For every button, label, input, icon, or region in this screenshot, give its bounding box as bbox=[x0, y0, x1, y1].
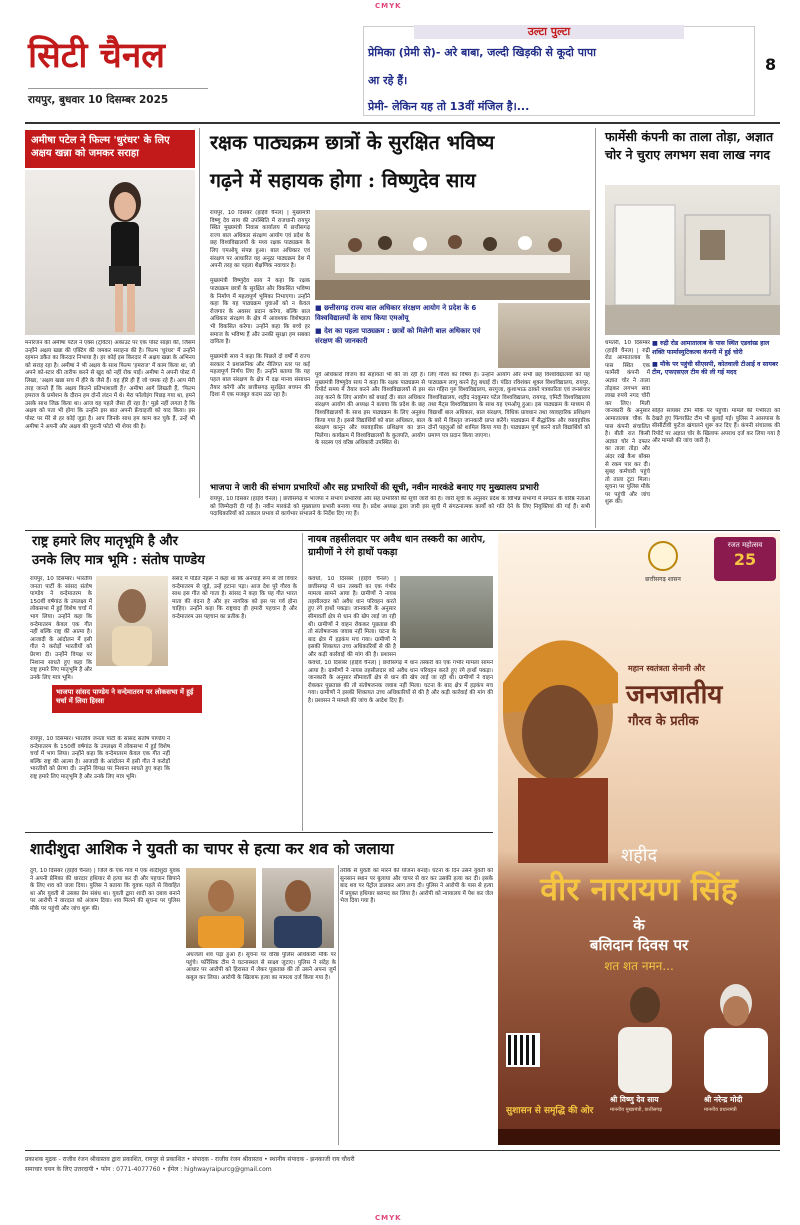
ad-banner bbox=[498, 533, 780, 1145]
ulta-pulta-line1: प्रेमिका (प्रेमी से)- अरे बाबा, जल्दी खिड़की से कूदो पापा bbox=[368, 46, 596, 59]
ad-tag: महान स्वतंत्रता सेनानी और bbox=[628, 664, 705, 673]
murder-body: दुर्ग, 10 दिसंबर (हाईवे चैनल) | जिले के एक गांव में एक शादीशुदा युवक ने अपनी प्रेमिका की धारदार हथियार से हत्या कर दी और पहचान छिपाने के लिए शव को जला दिया। पुलिस ने बताया कि युवक पहले से विवाहित था और युवती से उसका प्रेम संबंध था। युवती द्वारा शादी का दबाव बनाने पर आरोपी ने वारदात को अंजाम दिया। शव मिलने की सूचना पर पुलिस मौके पर पहुंची और जांच शुरू की। bbox=[30, 868, 180, 912]
pm-photo bbox=[696, 973, 776, 1093]
pm-name: श्री नरेन्द्र मोदी bbox=[704, 1095, 743, 1104]
divider-left bbox=[199, 128, 200, 498]
ad-name: वीर नारायण सिंह bbox=[540, 870, 738, 908]
lead-headline-2: गढ़ने में सहायक होगा : विष्णुदेव साय bbox=[210, 169, 476, 192]
amisha-heading: अमीषा पटेल ने फिल्म 'धुरंधर' के लिए अक्षय खन्ना को जमकर सराहा bbox=[25, 130, 195, 168]
cm-photo bbox=[610, 973, 680, 1093]
divider-murder bbox=[338, 865, 339, 1145]
lead-bullets bbox=[315, 303, 495, 368]
lead-body-1: रायपुर, 10 दिसंबर (हाईवे चैनल) | मुख्यमंत्री विष्णु देव साय की उपस्थिति में राजधानी रायपुर स्थित मुख्यमंत्री निवास कार्यालय में छत्तीसगढ़ राज्य बाल अधिकार संरक्षण आयोग एवं प्रदेश के छह विश्वविद्यालयों के मध्य रक्षक पाठ्यक्रम के लिए एमओयू संपन्न हुआ। बाल अधिकार एवं संरक्षण पर आधारित यह अनूठा पाठ्यक्रम देश में अपनी तरह का पहला शैक्षणिक नवाचार है। मुख्यमंत्री विष्णुदेव साय ने कहा कि रक्षक पाठ्यक्रम छात्रों के सुरक्षित और विकसित भविष्य के निर्माण में महत्वपूर्ण भूमिका निभाएगा। उन्होंने कहा कि यह पाठ्यक्रम युवाओं को न केवल रोजगार के अवसर प्रदान करेगा, बल्कि बाल अधिकार संरक्षण के क्षेत्र में आवश्यक विशेषज्ञता भी विकसित करेगा। उन्होंने कहा कि बच्चे हर समाज के भविष्य हैं और उनकी सुरक्षा हम सबका दायित्व है। मुख्यमंत्री साय ने कहा कि पिछले दो वर्षों में राज्य सरकार ने प्रशासनिक और नीतिगत स्तर पर कई महत्वपूर्ण निर्णय लिए हैं। उन्होंने बताया कि यह पहल बाल संरक्षण के क्षेत्र में दक्ष मानव संसाधन तैयार करेगी और छत्तीसगढ़ सुरक्षित बचपन की दिशा में एक मजबूत कदम उठा रहा है। bbox=[210, 210, 310, 399]
murder-body-2: अधजला शव पड़ा हुआ है। सूचना पर वरिष्ठ पुलिस अधिकारी मौके पर पहुंचे। फॉरेंसिक टीम ने घटनास्थल से साक्ष्य जुटाए। पुलिस ने संदेह के आधार पर आरोपी को हिरासत में लेकर पूछताछ की तो उसने अपना जुर्म कबूल कर लिया। आरोपी के खिलाफ हत्या का मामला दर्ज किया गया है। bbox=[186, 952, 336, 981]
tehsildar-body: कवर्धा, 10 दिसंबर (हाईवे चैनल) | छत्तीसगढ़ में धान तस्करी का एक गंभीर मामला सामने आया है। ग्रामीणों ने नायब तहसीलदार को अवैध धान परिवहन करते हुए रंगे हाथों पकड़ा। जानकारी के अनुसार सीमावर्ती क्षेत्र से धान की खेप लाई जा रही थी। ग्रामीणों ने वाहन रोककर पूछताछ की तो संतोषजनक जवाब नहीं मिला। घटना के बाद क्षेत्र में हड़कंप मच गया। ग्रामीणों ने इसकी शिकायत उच्च अधिकारियों से की है और कड़ी कार्रवाई की मांग की है। प्रशासन ने मामले की जांच के आदेश दिए हैं। bbox=[308, 660, 493, 704]
footer-line-1: प्रकाशक मुद्रक - राजीव रंजन श्रीवास्तव द्वारा प्रकाशित, रायपुर से प्रकाशित • संपादक - राजीव रंजन श्रीवास्तव • स्थानीय संपादक - झनकाजी राय चौधरी bbox=[25, 1156, 355, 1163]
ad-social-strip bbox=[498, 1129, 780, 1145]
murder-headline: शादीशुदा आशिक ने युवती का चापर से हत्या कर शव को जलाया bbox=[30, 839, 394, 858]
ad-shaheed: शहीद bbox=[620, 845, 658, 866]
santosh-body-3: रायपुर, 10 दिसम्बर। भारतीय जनता पार्टी के सांसद संतोष पाण्डेय ने वन्देमातरम के 150वीं वर्षगांठ के उपलक्ष्य में लोकसभा में हुई विशेष चर्चा में भाग लिया। उन्होंने कहा कि वन्देमातरम केवल एक गीत नहीं बल्कि राष्ट्र की आत्मा है। आजादी के आंदोलन में इसी गीत ने करोड़ों भारतीयों को प्रेरणा दी। उन्होंने विपक्ष पर निशाना साधते हुए कहा कि राष्ट्र हमारे लिए मातृभूमि है और उनके लिए मात्र भूमि। bbox=[30, 736, 170, 780]
murder-photo-man bbox=[262, 868, 334, 948]
cmyk-top: CMYK bbox=[375, 2, 402, 10]
ad-balidan: बलिदान दिवस पर bbox=[589, 936, 689, 954]
footer-rule bbox=[25, 1150, 780, 1151]
pm-title: माननीय प्रधानमंत्री bbox=[704, 1107, 737, 1113]
santosh-body: रायपुर, 10 दिसम्बर। भारतीय जनता पार्टी के सांसद संतोष पाण्डेय ने वन्देमातरम के 150वीं वर्षगांठ के उपलक्ष्य में लोकसभा में हुई विशेष चर्चा में भाग लिया। उन्होंने कहा कि वन्देमातरम केवल एक गीत नहीं बल्कि राष्ट्र की आत्मा है। आजादी के आंदोलन में इसी गीत ने करोड़ों भारतीयों को प्रेरणा दी। उन्होंने विपक्ष पर निशाना साधते हुए कहा कि राष्ट्र हमारे लिए मातृभूमि है और उनके लिए मात्र भूमि। bbox=[30, 576, 92, 681]
masthead-title: सिटी चैनल bbox=[28, 35, 165, 76]
cm-name: श्री विष्णु देव साय bbox=[610, 1095, 659, 1104]
qr-code-icon bbox=[506, 1033, 540, 1067]
lead-bullet: ■ छत्तीसगढ़ राज्य बाल अधिकार संरक्षण आयोग ने प्रदेश के 6 विश्वविद्यालयों के साथ किया एमओयू bbox=[315, 304, 477, 322]
ad-ke: के bbox=[633, 916, 645, 934]
ulta-pulta-line2: आ रहे हैं। bbox=[368, 74, 408, 87]
cmyk-bottom: CMYK bbox=[375, 1214, 402, 1222]
ad-slogan: सुशासन से समृद्धि की ओर bbox=[506, 1106, 594, 1116]
top-rule bbox=[25, 122, 780, 124]
murder-photo-woman bbox=[186, 868, 256, 948]
ulta-pulta-title: उल्टा पुल्टा bbox=[414, 25, 684, 39]
mid-rule bbox=[25, 530, 780, 531]
amisha-photo bbox=[25, 170, 195, 335]
masthead bbox=[28, 30, 208, 118]
pharmacy-body-2: सहित सायबर टीम मौके पर पहुंची। मामले की गंभीरता को देखते हुए फिंगरप्रिंट टीम भी बुलाई गई। पुलिस ने आसपास के सीसीटीवी फुटेज खंगालने शुरू कर दिए हैं। कंपनी संचालक की रिपोर्ट पर अज्ञात चोर के खिलाफ अपराध दर्ज कर लिया गया है और मामले की जांच जारी है। bbox=[652, 408, 780, 445]
pharmacy-photo bbox=[605, 185, 780, 335]
lead-photo-group bbox=[498, 303, 590, 368]
lead-bullet: ■ देश का पहला पाठ्यक्रम : छात्रों को मिलेगी बाल अधिकार एवं संरक्षण की जानकारी bbox=[315, 327, 481, 345]
tehsildar-body-top: कवर्धा, 10 दिसंबर (हाईवे चैनल) | छत्तीसगढ़ में धान तस्करी का एक गंभीर मामला सामने आया है। ग्रामीणों ने नायब तहसीलदार को अवैध धान परिवहन करते हुए रंगे हाथों पकड़ा। जानकारी के अनुसार सीमावर्ती क्षेत्र से धान की खेप लाई जा रही थी। ग्रामीणों ने वाहन रोककर पूछताछ की तो संतोषजनक जवाब नहीं मिला। घटना के बाद क्षेत्र में हड़कंप मच गया। ग्रामीणों ने इसकी शिकायत उच्च अधिकारियों से की है और कड़ी कार्रवाई की मांग की है। प्रशासन bbox=[308, 576, 396, 658]
murder-rule bbox=[25, 832, 493, 833]
divider-santosh bbox=[302, 533, 303, 831]
rajat-number: 25 bbox=[733, 550, 757, 569]
lead-body-3: लिए गौरव का विषय है। उन्होंने आयोग और सभी छह विश्वविद्यालयों को यह पाठ्यक्रम लागू करने हेतु बधाई दी। पंडित रविशंकर शुक्ल विश्वविद्यालय, रायपुर, संत गहिरा गुरु विश्वविद्यालय, सरगुजा, कुशाभाऊ ठाकरे पत्रकारिता एवं जनसंचार विश्वविद्यालय, शहीद नंदकुमार पटेल विश्वविद्यालय, रायगढ़, एमिटी विश्वविद्यालय तथा मैट्स विश्वविद्यालय के साथ यह एमओयू हुआ। इस पाठ्यक्रम के माध्यम से विद्यार्थी बाल अधिकार, बाल संरक्षण, विधिक प्रावधान तथा व्यावहारिक प्रशिक्षण के बारे में विस्तृत जानकारी प्राप्त करेंगे। पाठ्यक्रम में सैद्धांतिक और व्यावहारिक दोनों पहलुओं को शामिल किया गया है। पाठ्यक्रम पूर्ण करने वाले विद्यार्थियों को प्रमाण पत्र प्रदान किया जाएगा। bbox=[428, 372, 590, 439]
bjp-body: रायपुर, 10 दिसंबर (हाईवे चैनल) | छत्तीसगढ़ में भाजपा ने संभाग प्रभारियों और सह प्रभारियों की सूची जारी की है। जारी सूची के अनुसार प्रदेश के विभिन्न संभागों में संगठन के वरिष्ठ नेताओं को जिम्मेदारी दी गई है। नवीन मारकंडे को मुख्यालय प्रभारी बनाया गया है। प्रदेश अध्यक्ष द्वारा जारी इस सूची में संगठनात्मक कार्यों को गति देने के लिए नियुक्तियां की गई हैं। सभी पदाधिकारियों को तत्काल प्रभाव से कार्यभार संभालने के निर्देश दिए गए हैं। bbox=[210, 496, 590, 518]
pharmacy-body: धमतरी, 10 दिसम्बर (हाईवे चैनल) | रुद्री रोड आमातालाब के पास स्थित एक फार्मेसी कंपनी में अज्ञात चोर ने ताला तोड़कर लगभग सवा लाख रुपये नगद चोरी कर लिए। मिली जानकारी के अनुसार आमातालाब चौक के पास कंपनी संचालित है। बीती रात किसी अज्ञात चोर ने दफ्तर का ताला तोड़ा और अंदर रखे कैश बॉक्स से रकम पार कर दी। सुबह कर्मचारी पहुंचे तो ताला टूटा मिला। सूचना पर पुलिस मौके पर पहुंची और जांच शुरू की। bbox=[605, 340, 650, 506]
lead-photo-meeting bbox=[315, 210, 590, 300]
ulta-pulta-line3: प्रेमी- लेकिन यह तो 13वीं मंजिल है।... bbox=[368, 100, 530, 113]
masthead-dateline: रायपुर, बुधवार 10 दिसम्बर 2025 bbox=[28, 88, 208, 107]
divider-mid bbox=[595, 128, 596, 528]
lead-body-2: पूर्व अधिकारों विजय की सहायता भी की जा रही है। मुख्यमंत्री विष्णुदेव साय ने कहा कि रक्षक पाठ्यक्रम से रिपोर्ट समय में तैयार करने और विश्वविद्यालयों से इस तरह करने के लिए आयोग को बधाई दी। बाल अधिकार संरक्षण आयोग की अध्यक्ष ने बताया कि प्रदेश के छह विश्वविद्यालयों के साथ इस पाठ्यक्रम के लिए अनुबंध किया गया है। इससे विद्यार्थियों को बाल अधिकार, बाल संरक्षण कानून और व्यावहारिक प्रशिक्षण का ज्ञान मिलेगा। कार्यक्रम में विश्वविद्यालयों के कुलपति, आयोग के सदस्य एवं वरिष्ठ अधिकारी उपस्थित थे। bbox=[315, 372, 425, 447]
pharmacy-headline: फार्मेसी कंपनी का ताला तोड़ा, अज्ञात चोर ने चुराए लगभग सवा लाख नगद bbox=[605, 129, 774, 162]
footer-line-2: समाचार चयन के लिए उत्तरदायी • फोन : 0771-4077760 • ईमेल : highwayraipurcg@gmail.com bbox=[25, 1166, 272, 1173]
murder-body-3: तरीके से युवती को मारने की योजना बनाई। घटना के दिन उसने युवती को सुनसान स्थान पर बुलाया और चापर से वार कर उसकी हत्या कर दी। इसके बाद शव पर पेट्रोल डालकर आग लगा दी। पुलिस ने आरोपी के पास से हत्या में प्रयुक्त हथियार बरामद कर लिया है। आरोपी को न्यायालय में पेश कर जेल भेज दिया गया है। bbox=[340, 868, 493, 905]
amisha-body: मनोरंजन की अमीषा पटेल ने एक्स (ट्विटर) अकाउंट पर एक पोस्ट साझा की, जिसमें उन्होंने अक्षय खन्ना की एक्टिंग की जमकर सराहना की है। फिल्म 'धुरंधर' में उन्होंने रहमान डकैत का किरदार निभाया है। हर कोई इस किरदार में अक्षय खन्ना के अभिनय को सराह रहा है। अमीषा ने भी अक्षय के साथ फिल्म 'हमराज' में काम किया था, जो अपने को-स्टार की तारीफ करने से खुद को नहीं रोक पाईं। अमीषा ने अपनी पोस्ट में लिखा, 'अक्षय खन्ना सच में हीरे के जैसे हैं। वह हीरे ही हैं जो चमक रहे हैं। आप मेरी तरह जानते हैं कि अक्षय कितने प्रतिभाशाली हैं।' अमीषा आगे लिखती हैं, 'फिल्म हमराज के प्रमोशन के दौरान हम दोनों लंदन में थे। मेरा फॉलोइंग पिछड़ गया था, हमने उसके साथ जिक्र किया था। आज वह पहले जैसा ही रहा है।' मुझे नहीं लगता है कि अक्षय को पता भी होगा कि उन्होंने इस बात अपनी फ्रेंचाइजी को याद किया। इस पोस्ट पर मेरे से हर कोई जुड़ा है। आप जिनके साथ हम काम कर चुके हैं, उन्हें भी अमीषा ने अपनी और अक्षय की पुरानी फोटो भी शेयर की है। bbox=[25, 340, 195, 430]
tehsildar-photo bbox=[400, 576, 493, 648]
pharmacy-bullet: ■ मौके पर पहुंची सीएसपी, कोतवाली टीआई व सायबर टीम, एफएसएल टीम की ली गई मदद bbox=[652, 360, 779, 377]
ad-shat: शत शत नमन... bbox=[604, 959, 674, 973]
santosh-callout: भाजपा सांसद पाण्डेय ने वन्देमातरम पर लोकसभा में हुई चर्चा में लिया हिस्सा bbox=[52, 685, 202, 713]
ad-sub: गौरव के प्रतीक bbox=[628, 714, 699, 729]
ulta-pulta-box bbox=[363, 26, 755, 116]
santosh-photo bbox=[96, 576, 168, 666]
santosh-body-2: संसद में पंडित नेहरू ने कहा था कि अनचाहे रूप से जो विचार वन्देमातरम से जुड़े, उन्हें हटाना पड़ा। आज देश पूरे गौरव के साथ इस गीत को गाता है। सांसद ने कहा कि यह गीत भारत माता की वंदना है और हर नागरिक को इस पर गर्व होना चाहिए। उन्होंने कहा कि राष्ट्रवाद ही हमारी पहचान है और वन्देमातरम उस पहचान का प्रतीक है। bbox=[172, 576, 297, 620]
page-number: 8 bbox=[765, 55, 777, 74]
pharmacy-bullet: ■ रुद्री रोड आमातालाब के पास स्थित एडवांस्ड हाल शक्ति फार्मास्युटिकल्स कंपनी में हुई चोरी bbox=[652, 340, 770, 356]
rajat-label: रजत महोत्सव bbox=[727, 541, 763, 549]
bjp-headline: भाजपा ने जारी की संभाग प्रभारियों और सह प्रभारियों की सूची, नवीन मारकंडे बनाए गए मुख्यालय प्रभारी bbox=[210, 483, 539, 493]
tehsildar-headline: नायब तहसीलदार पर अवैध धान तस्करी का आरोप, ग्रामीणों ने रंगे हाथों पकड़ा bbox=[308, 534, 486, 558]
cm-title: माननीय मुख्यमंत्री, छत्तीसगढ़ bbox=[610, 1107, 662, 1113]
pharmacy-bullets bbox=[652, 340, 780, 405]
santosh-headline-1: राष्ट्र हमारे लिए मातृभूमि है और bbox=[32, 534, 178, 549]
santosh-headline-2: उनके लिए मात्र भूमि : संतोष पाण्डेय bbox=[32, 553, 205, 568]
lead-headline-1: रक्षक पाठ्यक्रम छात्रों के सुरक्षित भविष्य bbox=[210, 131, 495, 154]
ad-govt-label: छत्तीसगढ़ शासन bbox=[645, 576, 681, 583]
ad-big: जनजातीय bbox=[626, 680, 723, 710]
